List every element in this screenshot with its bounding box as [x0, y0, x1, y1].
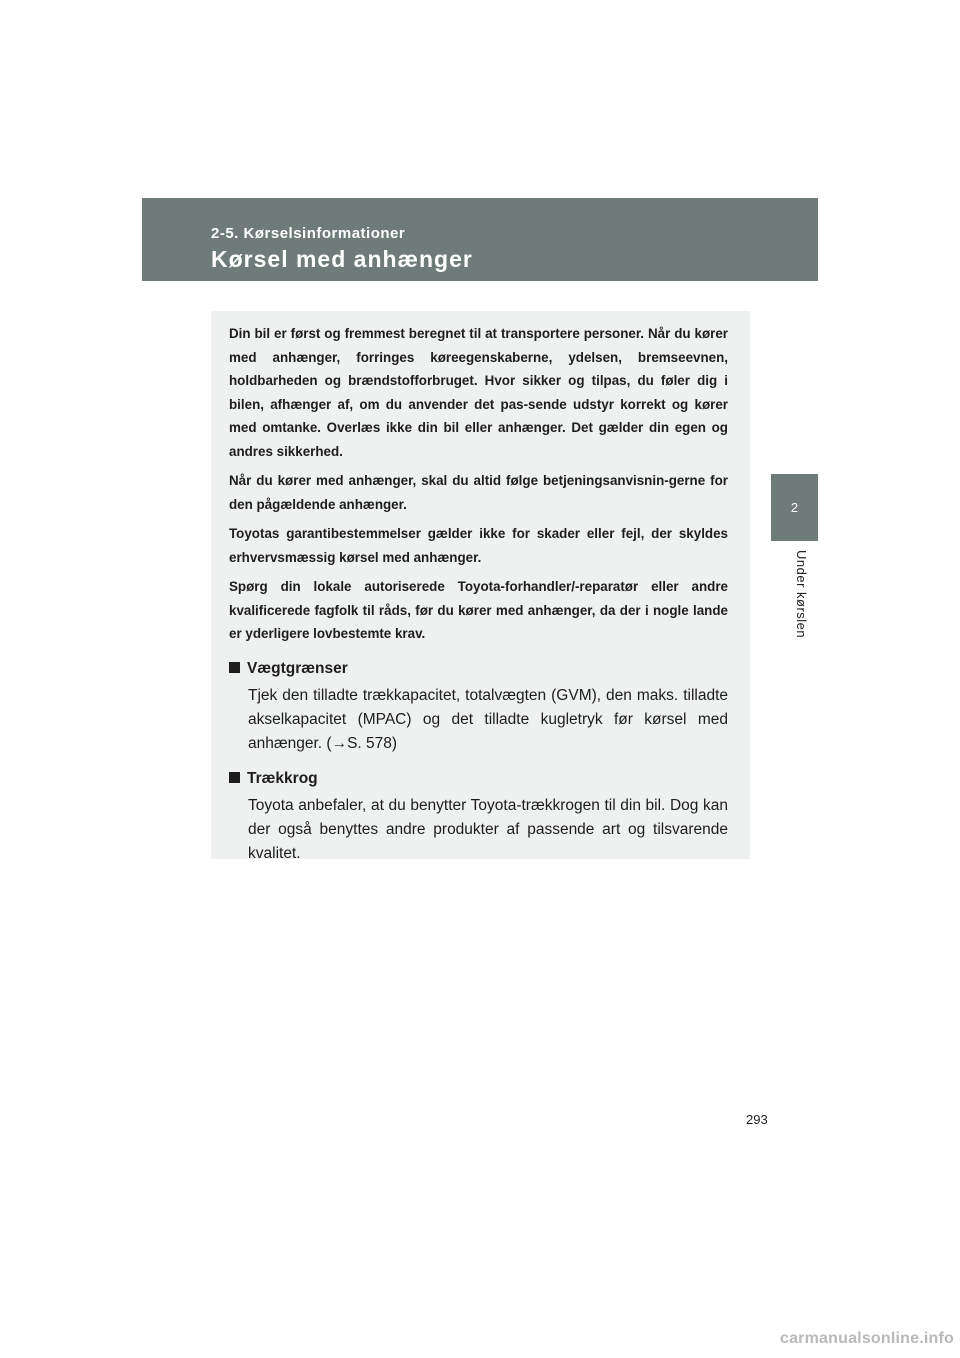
section-tow-hitch — [229, 768, 728, 866]
section-heading-text: Vægtgrænser — [247, 659, 348, 677]
section-body: Toyota anbefaler, at du benytter Toyota-trækkrogen til din bil. Dog kan der også benyttes andre produkter af passende art og tilsvarende kvalitet. — [248, 796, 728, 862]
content-box — [211, 311, 750, 862]
page-title: Kørsel med anhænger — [211, 246, 473, 272]
section-heading — [229, 768, 728, 790]
intro-paragraph: Spørg din lokale autoriserede Toyota-forhandler/-reparatør eller andre kvalificerede fagfolk til råds, før du kører med anhænger, da der i nogle lande er yderligere lovbestemte krav. — [229, 579, 728, 641]
section-heading-text: Trækkrog — [247, 769, 318, 787]
chapter-tab — [771, 474, 818, 541]
section-label: 2-5. Kørselsinformationer — [211, 225, 406, 242]
chapter-number: 2 — [790, 500, 799, 515]
header-band — [142, 198, 818, 281]
watermark: carmanualsonline.info — [779, 1330, 954, 1347]
section-body: Tjek den tilladte trækkapacitet, totalvægten (GVM), den maks. tilladte akselkapacitet (MPAC) og det tilladte kugletryk før kørsel med anhænger. (→S. 578) — [248, 686, 728, 752]
chapter-label: Under kørslen — [794, 550, 809, 639]
section-heading — [229, 658, 728, 680]
intro-paragraph: Når du kører med anhænger, skal du altid følge betjeningsanvisnin-gerne for den pågældende anhænger. — [229, 473, 728, 512]
intro-text — [229, 322, 728, 646]
square-bullet-icon — [229, 772, 240, 783]
page-number: 293 — [746, 1112, 768, 1127]
section-weight-limits — [229, 658, 728, 756]
intro-paragraph: Toyotas garantibestemmelser gælder ikke for skader eller fejl, der skyldes erhvervsmæssig kørsel med anhænger. — [229, 526, 728, 565]
intro-paragraph: Din bil er først og fremmest beregnet til at transportere personer. Når du kører med anhænger, forringes køreegenskaberne, ydelsen, bremseevnen, holdbarheden og brændstofforbruget. Hvor sikker og tilpas, du føler dig i bilen, afhænger af, om du anvender det pas-sende udstyr korrekt og kører med omtanke. Overlæs ikke din bil eller anhænger. Det gælder din egen og andres sikkerhed. — [229, 326, 728, 459]
square-bullet-icon — [229, 662, 240, 673]
